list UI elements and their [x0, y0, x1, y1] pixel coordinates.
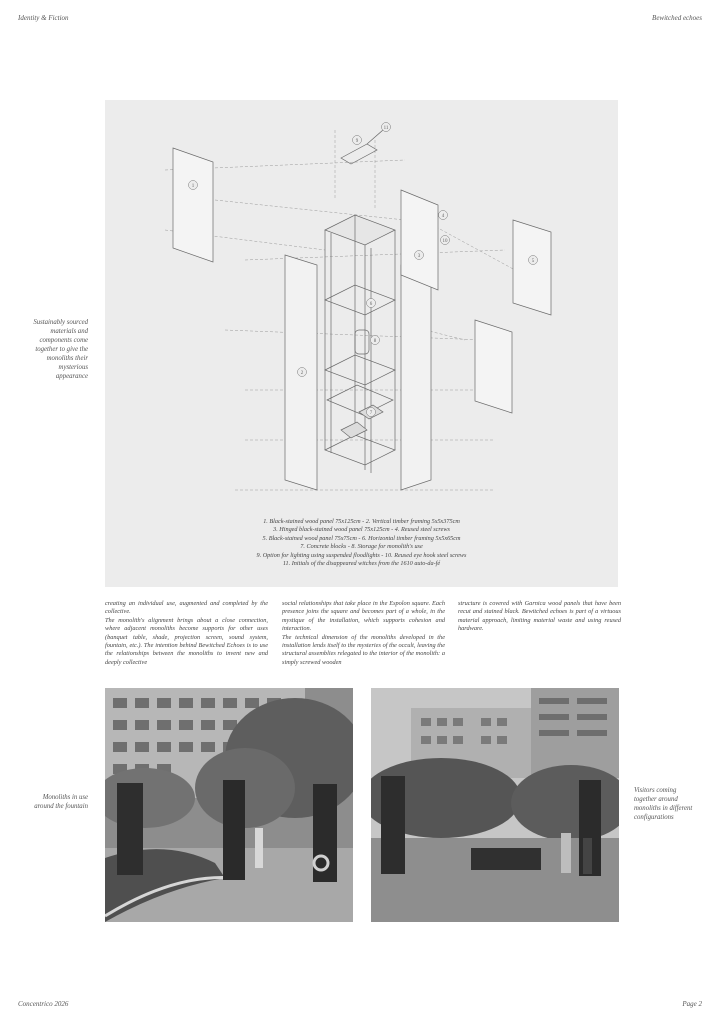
footer-left: Concentrico 2026: [18, 1000, 69, 1008]
legend-line: 5. Black-stained wood panel 75x75cm - 6. Horizontal timber framing 5x5x65cm: [262, 534, 461, 542]
text-column-2: social relationships that take place in the Espolon square. Each presence joins the square and becomes part of a whole, in the mystique of the installation, which supports cohesion and interaction. The technical dimension of the monoliths developed in the installation lends itself to the mysteries of the occult, leaving the structural assemblies relegated to the interior of the monolith: a simply screwed wooden: [282, 600, 445, 666]
callout-9: 9: [355, 139, 359, 144]
callout-6: 6: [369, 302, 373, 307]
legend-line: 3. Hinged black-stained wood panel 75x125cm - 4. Reused steel screws: [273, 526, 450, 534]
callout-10: 10: [442, 239, 448, 244]
body-text: [105, 600, 621, 676]
callout-1: 1: [191, 184, 195, 189]
legend-line: 7. Concrete blocks - 8. Storage for monolith's use: [300, 543, 423, 551]
text-column-1: creating an individual use, augmented and completed by the collective. The monolith's alignment brings about a close connection, where adjacent monoliths become supports for other uses (banquet table, shade, projection screen, sound system, fountain, etc.). The intention behind Bewitched Echoes is to use the relationships between the monoliths to invent new and deeply collective: [105, 600, 268, 666]
figure-legend: [105, 518, 618, 568]
photo-visitors: [371, 688, 619, 922]
callout-11: 11: [383, 126, 389, 131]
exploded-axonometric-figure: [105, 100, 618, 587]
callout-3: 3: [417, 254, 421, 259]
header-right: Bewitched echoes: [652, 14, 702, 22]
text-column-3: structure is covered with Garnica wood panels that have been recut and stained black. Bewitched echoes is part of a virtuous material approach, limiting material waste and using reused hardware.: [458, 600, 621, 633]
photo-fountain: [105, 688, 353, 922]
header-left: Identity & Fiction: [18, 14, 69, 22]
callout-4: 4: [441, 214, 445, 219]
legend-line: 1. Black-stained wood panel 75x125cm - 2. Vertical timber framing 5x5x375cm: [263, 518, 460, 525]
caption-materials: Sustainably sourced materials and components come together to give the monoliths their mysterious appearance: [33, 319, 88, 380]
callout-7: 7: [369, 411, 373, 416]
caption-visitors: Visitors coming together around monoliths in different configurations: [634, 787, 693, 821]
caption-fountain: Monoliths in use around the fountain: [34, 794, 88, 810]
legend-line: 11. Initials of the disappeared witches from the 1610 auto-da-fé: [282, 560, 441, 568]
exploded-diagram: [105, 100, 618, 587]
callout-8: 8: [373, 339, 377, 344]
callout-5: 5: [531, 259, 535, 264]
callout-2: 2: [300, 371, 304, 376]
legend-line: 9. Option for lighting using suspended floodlights - 10. Reused eye hook steel screws: [256, 551, 467, 559]
footer-right: Page 2: [682, 1000, 702, 1008]
